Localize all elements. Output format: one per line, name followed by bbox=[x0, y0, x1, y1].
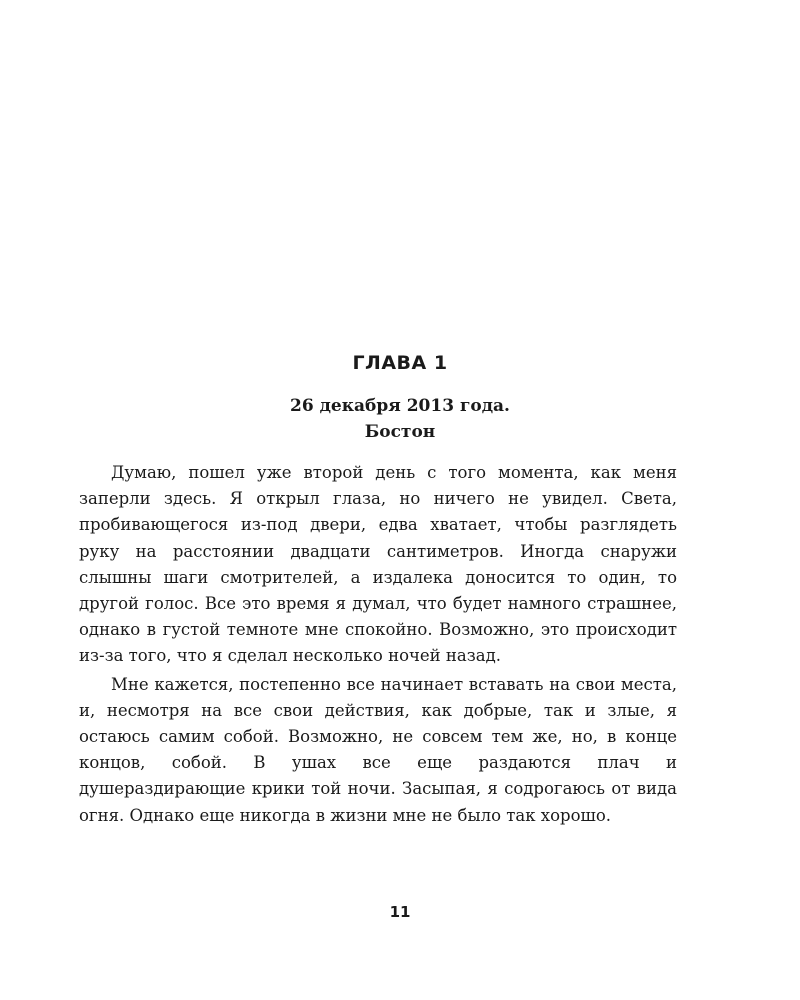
chapter-date: 26 декабря 2013 года. bbox=[290, 396, 510, 416]
paragraph: Мне кажется, постепенно все начинает вставать на свои места, и, несмотря на все свои действия, как добрые, так и злые, я остаюсь самим собой. Возможно, не совсем тем же, но, в конце концов, собой. В ушах все еще раздаются плач и душераздирающие крики той ночи. Засыпая, я содрогаюсь от вида огня. Однако еще никогда в жизни мне не было так хорошо. bbox=[79, 674, 677, 825]
chapter-place: Бостон bbox=[364, 422, 436, 442]
page-number: 11 bbox=[389, 903, 411, 921]
chapter-body bbox=[79, 460, 677, 829]
chapter-dateline bbox=[0, 393, 800, 445]
chapter-title: ГЛАВА 1 bbox=[352, 352, 448, 374]
paragraph: Думаю, пошел уже второй день с того момента, как меня заперли здесь. Я открыл глаза, но ничего не увидел. Света, пробивающегося из-под двери, едва хватает, чтобы разглядеть руку на расстоянии двадцати сантиметров. Иногда снаружи слышны шаги смотрителей, а издалека доносится то один, то другой голос. Все это время я думал, что будет намного страшнее, однако в густой темноте мне спокойно. Возможно, это происходит из-за того, что я сделал несколько ночей назад. bbox=[79, 463, 677, 666]
